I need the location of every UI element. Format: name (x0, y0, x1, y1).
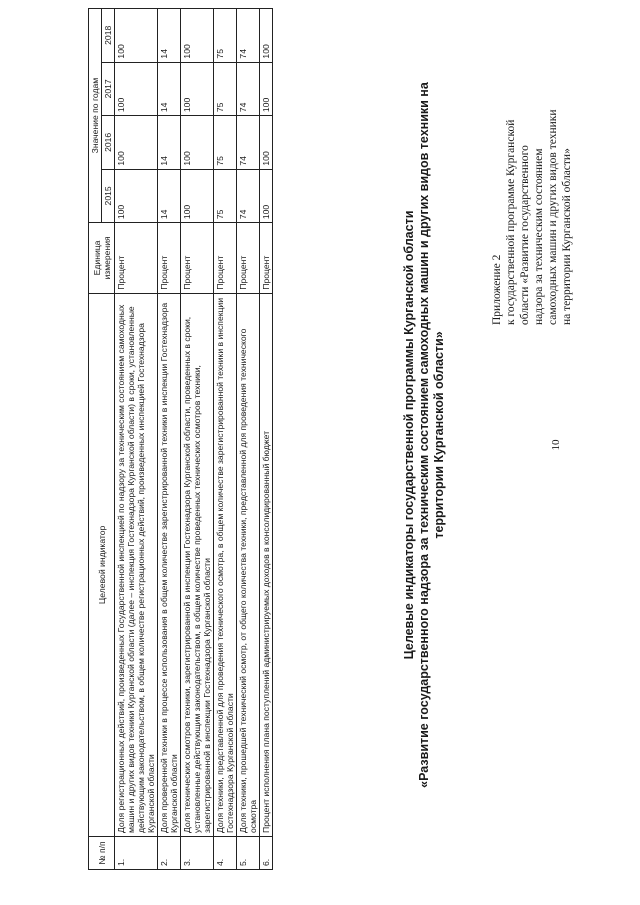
header-values-by-year: Значение по годам (89, 9, 102, 223)
row-value: 100 (115, 169, 158, 223)
table-row (237, 9, 260, 870)
row-value: 14 (158, 116, 181, 170)
row-indicator: Процент исполнения плана поступлений администрируемых доходов в консолидированный бюджет (260, 293, 273, 836)
row-value: 100 (115, 9, 158, 63)
appendix-line: надзора за техническим состоянием (533, 148, 545, 325)
title-line: территории Курганской области» (432, 331, 446, 539)
row-value: 100 (181, 116, 214, 170)
row-number: 6. (260, 836, 273, 869)
header-year: 2016 (102, 116, 115, 170)
row-value: 75 (214, 116, 237, 170)
row-indicator: Доля технических осмотров техники, зарегистрированной в инспекции Гостехнадзора Курганской области, проведенных в сроки, установленные действующим законодательством, в общем количестве проведенных технических осмотров техники, зарегистрированной в инспекции Гостехнадзора Курганской области (181, 293, 214, 836)
row-indicator: Доля проверенной техники в процессе использования в общем количестве зарегистрированной техники в инспекции Гостехнадзора Курганской области (158, 293, 181, 836)
row-indicator: Доля техники, представленной для проведения технического осмотра, в общем количестве зарегистрированной техники в инспекции Гостехнадзора Курганской области (214, 293, 237, 836)
row-unit: Процент (260, 223, 273, 294)
appendix-line: к государственной программе Курганской (505, 119, 517, 325)
header-no: № п/п (89, 836, 115, 869)
row-indicator: Доля техники, прошедшей технический осмотр, от общего количества техники, представленной для проведения технического осмотра (237, 293, 260, 836)
row-value: 75 (214, 169, 237, 223)
row-value: 75 (214, 9, 237, 63)
header-indicator: Целевой индикатор (89, 293, 115, 836)
row-value: 14 (158, 62, 181, 116)
header-year: 2015 (102, 169, 115, 223)
appendix-line: Приложение 2 (491, 254, 503, 325)
table-row (260, 9, 273, 870)
row-value: 100 (260, 9, 273, 63)
header-year: 2017 (102, 62, 115, 116)
row-value: 100 (181, 169, 214, 223)
row-unit: Процент (214, 223, 237, 294)
title-line: Целевые индикаторы государственной программы Курганской области (402, 210, 416, 660)
row-unit: Процент (158, 223, 181, 294)
row-value: 100 (181, 9, 214, 63)
row-value: 75 (214, 62, 237, 116)
row-number: 1. (115, 836, 158, 869)
appendix-line: на территории Курганской области» (561, 148, 573, 325)
table-row (115, 9, 158, 870)
table-row (158, 9, 181, 870)
row-value: 100 (181, 62, 214, 116)
row-value: 74 (237, 116, 260, 170)
row-number: 4. (214, 836, 237, 869)
appendix-note (490, 55, 574, 325)
row-value: 74 (237, 9, 260, 63)
row-unit: Процент (115, 223, 158, 294)
row-value: 100 (260, 169, 273, 223)
row-value: 100 (115, 116, 158, 170)
row-indicator: Доля регистрационных действий, произведенных Государственной инспекцией по надзору за техническим состоянием самоходных машин и других видов техники Курганской области (далее – инспекция Гостехнадзора Курганской области) в сроки, установленные действующим законодательством, в общем количестве регистрационных действий, произведенных инспекцией Гостехнадзора Курганской области (115, 293, 158, 836)
table-row (181, 9, 214, 870)
row-number: 3. (181, 836, 214, 869)
rotated-page-content (20, 0, 640, 890)
appendix-line: области «Развитие государственного (519, 145, 531, 325)
appendix-line: самоходных машин и других видов техники (547, 109, 559, 325)
row-value: 74 (237, 62, 260, 116)
header-year: 2018 (102, 9, 115, 63)
row-value: 100 (260, 62, 273, 116)
row-value: 14 (158, 169, 181, 223)
row-number: 5. (237, 836, 260, 869)
row-unit: Процент (181, 223, 214, 294)
row-value: 14 (158, 9, 181, 63)
table-row (214, 9, 237, 870)
row-value: 74 (237, 169, 260, 223)
page-number: 10 (550, 439, 562, 451)
row-unit: Процент (237, 223, 260, 294)
row-value: 100 (260, 116, 273, 170)
header-unit: Единица измерения (89, 223, 115, 294)
document-title (402, 20, 447, 850)
row-value: 100 (115, 62, 158, 116)
indicators-table (88, 8, 273, 870)
table-header-row (89, 9, 102, 870)
row-number: 2. (158, 836, 181, 869)
title-line: «Развитие государственного надзора за техническим состоянием самоходных машин и других видов техники на (417, 82, 431, 788)
